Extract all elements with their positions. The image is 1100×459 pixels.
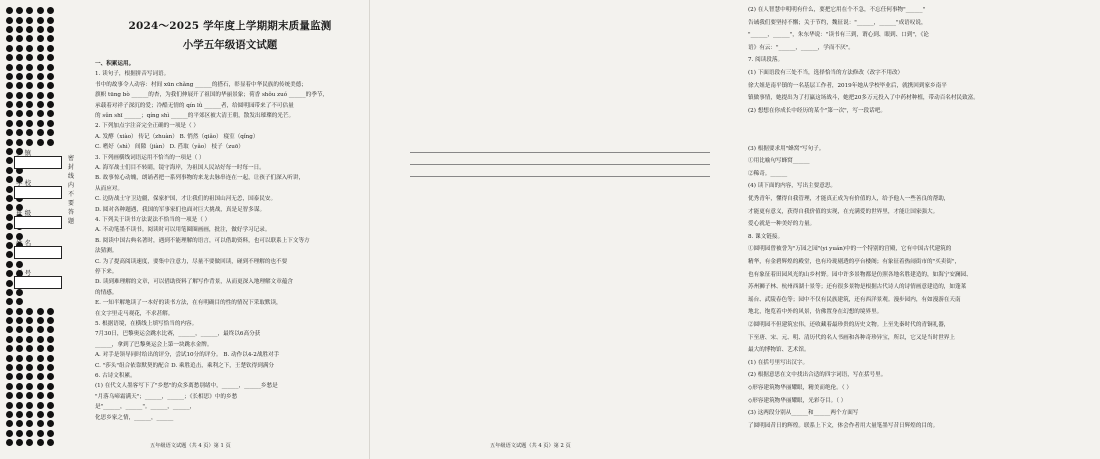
binding-dot bbox=[47, 411, 54, 418]
text-line: 告诫我们要坚持不懈；关于节约，魏征说："______，______"成语叹说， bbox=[748, 19, 927, 26]
binding-dot bbox=[6, 129, 13, 136]
binding-dot bbox=[26, 355, 33, 362]
binding-dot bbox=[16, 420, 23, 427]
binding-dot bbox=[26, 73, 33, 80]
binding-dot bbox=[37, 139, 44, 146]
binding-dot bbox=[6, 392, 13, 399]
binding-dot bbox=[6, 120, 13, 127]
binding-dot bbox=[6, 430, 13, 437]
text-line: 优秀青年，懂得自我管理，才能真正成为有价值的人，给予他人一些善良的帮助， bbox=[748, 196, 950, 202]
binding-dot bbox=[37, 7, 44, 14]
text-line: 3. 下列画横线词语运用不恰当的一项是（ ） bbox=[95, 154, 205, 161]
binding-dot bbox=[16, 336, 23, 343]
binding-dot bbox=[37, 420, 44, 427]
text-line: A. 对手是领导同时给出的评分，尝试10分的评分。 B. 动作以4-2战胜对手 bbox=[95, 352, 280, 359]
text-line: 法猜测。 bbox=[95, 248, 118, 255]
binding-dot bbox=[47, 430, 54, 437]
exam-number-box[interactable] bbox=[14, 276, 62, 289]
binding-dot bbox=[16, 35, 23, 42]
binding-dot bbox=[37, 54, 44, 61]
text-line: 精华，有金碧辉煌的殿堂，也有玲珑剔透的亭台楼阁；有象征着热闹街市的"买卖街"， bbox=[748, 259, 961, 265]
binding-dot bbox=[47, 355, 54, 362]
binding-dot bbox=[37, 355, 44, 362]
binding-dot bbox=[6, 317, 13, 324]
binding-dot bbox=[26, 26, 33, 33]
binding-dot bbox=[37, 82, 44, 89]
binding-dot bbox=[47, 82, 54, 89]
binding-dot bbox=[6, 92, 13, 99]
text-line: (3) 根据要求用"蜂窝"写句子。 bbox=[748, 145, 825, 152]
text-line: 在文字里走马观花，不求甚解。 bbox=[95, 310, 174, 317]
binding-dot bbox=[47, 26, 54, 33]
township-box[interactable] bbox=[14, 156, 62, 169]
binding-dot bbox=[26, 129, 33, 136]
left-page-footer: 五年级语文试题（共 4 页）第 1 页 bbox=[150, 443, 231, 449]
binding-dot bbox=[47, 345, 54, 352]
answer-line[interactable] bbox=[410, 164, 710, 165]
text-line: B. 故事惊心动魄，朗诵者把一系列事物的来龙去脉串连在一起，让孩子们深入听讲， bbox=[95, 175, 305, 182]
binding-dot bbox=[6, 270, 13, 277]
binding-dot bbox=[16, 7, 23, 14]
text-line: 书中的故事令人动容：村间 xūn chǎng ______的搭石，彰显着中华民族的传统美德； bbox=[95, 81, 307, 88]
text-line: A. 海军战士们目不转睛，镜守海岸，为祖国人民站好每一时每一日。 bbox=[95, 165, 265, 171]
binding-dot bbox=[26, 317, 33, 324]
text-line: E. 一知半解地读了一本好的读书方法，在有明确目的性的情况下采取默读， bbox=[95, 300, 282, 307]
binding-dot bbox=[6, 26, 13, 33]
text-line: 徐大姐是南平镇的一名基层工作者，2019年她从学校毕业后，就携回到家乡南平 bbox=[748, 82, 947, 89]
text-line: 也有象征着田园风光的山乡村野。园中许多景物都是仿照各地名胜建造的，如海宁安澜园、 bbox=[748, 271, 972, 278]
binding-dot bbox=[37, 120, 44, 127]
binding-dot bbox=[16, 383, 23, 390]
text-line: (1) 下面语段有三处不当，选择恰当的方法修改（改字不用改） bbox=[748, 70, 904, 76]
text-line: 的情感。 bbox=[95, 289, 118, 296]
binding-dot bbox=[6, 261, 13, 268]
exam-number-label: 考 号 bbox=[16, 269, 32, 277]
binding-dot bbox=[6, 204, 13, 211]
text-line: 7月30日，巴黎奥运会跳水比赛，______，______，最终以6高分获 bbox=[95, 331, 261, 338]
binding-dot bbox=[37, 345, 44, 352]
binding-dot bbox=[6, 223, 13, 230]
class-box[interactable] bbox=[14, 216, 62, 229]
text-line: ②稀奇。______ bbox=[748, 170, 788, 177]
left-page bbox=[0, 0, 369, 459]
binding-dot bbox=[6, 148, 13, 155]
exam-subtitle: 小学五年级语文试题 bbox=[182, 39, 278, 51]
binding-dot bbox=[37, 26, 44, 33]
binding-dot bbox=[26, 7, 33, 14]
binding-dot bbox=[47, 73, 54, 80]
binding-dot bbox=[16, 92, 23, 99]
binding-dot bbox=[26, 54, 33, 61]
binding-dot bbox=[47, 64, 54, 71]
exam-title: 2024～2025 学年度上学期期末质量监测 bbox=[128, 20, 332, 32]
binding-dot bbox=[26, 120, 33, 127]
text-line: 停下来。 bbox=[95, 269, 118, 275]
text-line: A. 发酵（xiào） 传记（zhuàn） B. 悄然（qiǎo） 寝室（qǐng） bbox=[95, 133, 259, 140]
binding-dot bbox=[26, 110, 33, 117]
answer-line[interactable] bbox=[410, 152, 710, 153]
binding-dot bbox=[26, 139, 33, 146]
binding-dot bbox=[47, 129, 54, 136]
binding-dot bbox=[6, 176, 13, 183]
binding-dot bbox=[6, 233, 13, 240]
binding-dot bbox=[6, 402, 13, 409]
binding-dot bbox=[26, 439, 33, 446]
binding-dot bbox=[16, 392, 23, 399]
binding-dot bbox=[37, 45, 44, 52]
binding-dot bbox=[26, 336, 33, 343]
binding-dot bbox=[37, 64, 44, 71]
text-line: 一、积累运用。 bbox=[95, 61, 135, 67]
binding-dot bbox=[37, 439, 44, 446]
binding-dot bbox=[47, 383, 54, 390]
binding-dot bbox=[6, 411, 13, 418]
text-line: C. 为了提高阅读速度，要集中注意力，尽量不要做回读，碰到不理解的也不要 bbox=[95, 258, 288, 265]
binding-dot bbox=[6, 298, 13, 305]
text-line: 5. 根据语境，在横线上填写恰当的内容。 bbox=[95, 321, 198, 327]
binding-dot bbox=[16, 439, 23, 446]
binding-dot bbox=[37, 92, 44, 99]
binding-dot bbox=[16, 355, 23, 362]
binding-dot bbox=[47, 317, 54, 324]
text-line: 最大的博物馆、艺术馆。 bbox=[748, 347, 810, 354]
binding-dot bbox=[37, 101, 44, 108]
school-label: 学 校 bbox=[16, 179, 32, 187]
text-line: 爱心就是一种美好的力量。 bbox=[748, 221, 816, 228]
binding-dot bbox=[26, 101, 33, 108]
binding-dot bbox=[6, 355, 13, 362]
binding-dot bbox=[37, 110, 44, 117]
binding-dot bbox=[26, 364, 33, 371]
binding-dot bbox=[16, 345, 23, 352]
binding-dot bbox=[6, 373, 13, 380]
binding-dot bbox=[37, 73, 44, 80]
binding-dot bbox=[37, 17, 44, 24]
text-line: D. 圆对各种题遇，我国的军事家们也面对巨大挑战，真是足智多谋。 bbox=[95, 206, 266, 213]
binding-dot bbox=[16, 45, 23, 52]
binding-dot bbox=[26, 308, 33, 315]
binding-dot bbox=[16, 17, 23, 24]
student-info-panel bbox=[14, 148, 94, 298]
binding-dot bbox=[47, 373, 54, 380]
binding-dot bbox=[47, 308, 54, 315]
binding-dot bbox=[37, 411, 44, 418]
binding-dot bbox=[47, 139, 54, 146]
binding-dot bbox=[16, 317, 23, 324]
binding-dot bbox=[16, 139, 23, 146]
binding-dot bbox=[6, 439, 13, 446]
binding-dot bbox=[26, 420, 33, 427]
binding-dot bbox=[16, 308, 23, 315]
text-line: (4) 读下面的内容，写出主要意思。 bbox=[748, 183, 837, 190]
text-line: 旗帜 tūng bò ______的杏，为我们伸展开了祖国的华丽景象；荷香 shǒu zuó ______的季节， bbox=[95, 92, 329, 99]
text-line: ◇形容建筑物华丽耀眼，光彩夺目。（ ） bbox=[748, 397, 847, 404]
text-line: 苏州狮子林、杭州西湖十景等；还有很多景物是根据古代诗人的诗情画意建造的，如蓬莱 bbox=[748, 284, 967, 291]
binding-dot bbox=[16, 411, 23, 418]
binding-dot bbox=[16, 64, 23, 71]
binding-dot bbox=[47, 120, 54, 127]
binding-dot bbox=[47, 17, 54, 24]
text-line: B. 阅读中国古典名著时，遇到不能理解的语言，可以借助资料，也可以联系上下文等方 bbox=[95, 237, 310, 244]
binding-dot bbox=[37, 35, 44, 42]
binding-dot bbox=[6, 167, 13, 174]
school-box[interactable] bbox=[14, 186, 62, 199]
text-line: (3) 这两段分别从______和______两个方面写 bbox=[748, 410, 859, 417]
binding-dot bbox=[6, 17, 13, 24]
binding-dot bbox=[26, 411, 33, 418]
text-line: ①用比喻句写蜂窝______ bbox=[748, 158, 810, 165]
text-line: 是"______，______"。______，______， bbox=[95, 404, 196, 411]
binding-dot bbox=[6, 82, 13, 89]
text-line: 下至唐、宋、元、明、清历代的名人书画和各种奇珍异宝，所以，它又是当时世界上 bbox=[748, 334, 955, 341]
binding-dot bbox=[16, 373, 23, 380]
binding-dot bbox=[26, 383, 33, 390]
text-line: "月落乌啼霜满天"；______，______；《长相思》中的乡愁 bbox=[95, 393, 238, 400]
text-line: 2. 下列加点字注音完全正确的一项是（ ） bbox=[95, 123, 199, 130]
text-line: 从而应对。 bbox=[95, 185, 123, 192]
binding-dot bbox=[6, 35, 13, 42]
binding-dot bbox=[16, 73, 23, 80]
name-box[interactable] bbox=[14, 246, 62, 259]
binding-dot bbox=[47, 392, 54, 399]
text-line: 语》有云："______，______，学而不厌"。 bbox=[748, 44, 854, 51]
binding-dot bbox=[37, 383, 44, 390]
text-line: C. "莎头"组合依靠默契的配合 D. 乘胜追击，乘利之下，王楚钦得到满分 bbox=[95, 362, 275, 369]
binding-dot bbox=[6, 157, 13, 164]
text-line: (2) 想想在你成长中经历的某个"第一次"，写一段话吧。 bbox=[748, 107, 886, 114]
text-line: "______，______"，朱东华说："读书有三到，谓心到、眼到、口到"，《论 bbox=[748, 32, 929, 39]
name-label: 姓 名 bbox=[16, 239, 32, 247]
township-label: 乡 镇 bbox=[16, 149, 32, 157]
text-line: C. 边防战士守卫边疆，保家护国，才让我们的祖国山河无恙，国泰民安。 bbox=[95, 196, 277, 203]
text-line: ①圆明园曾被誉为"万园之园"(yi yuán)中的一个特别的宫殿，它有中国古代建筑的 bbox=[748, 246, 952, 253]
text-line: ②圆明园不但建筑宏伟，还收藏着最珍贵的历史文物。上至先秦时代的青铜礼器， bbox=[748, 322, 950, 328]
binding-dot bbox=[6, 73, 13, 80]
text-line: 6. 古诗文积累。 bbox=[95, 373, 136, 379]
binding-dot bbox=[26, 373, 33, 380]
text-line: 8. 课文链接。 bbox=[748, 233, 784, 240]
binding-dot bbox=[6, 345, 13, 352]
binding-dot bbox=[47, 7, 54, 14]
binding-dot bbox=[47, 45, 54, 52]
binding-dot bbox=[6, 308, 13, 315]
binding-dot bbox=[16, 101, 23, 108]
text-line: D. 读到难理解的文章，可以借助资料了解写作背景，从而更深入地理解文章蕴含 bbox=[95, 279, 294, 286]
binding-dot bbox=[37, 430, 44, 437]
text-line: 了圆明园昔日的辉煌。联系上下文，体会作者用大量笔墨写昔日辉煌的目的。 bbox=[748, 422, 939, 429]
binding-dot bbox=[16, 110, 23, 117]
text-line: 1. 读句子，根据拼音写词语。 bbox=[95, 71, 170, 78]
binding-dot bbox=[26, 392, 33, 399]
binding-dot bbox=[6, 326, 13, 333]
binding-dot bbox=[6, 139, 13, 146]
binding-dot bbox=[6, 214, 13, 221]
binding-dot bbox=[26, 35, 33, 42]
binding-dot bbox=[47, 101, 54, 108]
binding-dot bbox=[16, 402, 23, 409]
binding-dot bbox=[6, 186, 13, 193]
binding-dot bbox=[16, 364, 23, 371]
binding-dot bbox=[16, 26, 23, 33]
text-line: ◇形容建筑物华丽耀眼，精美而绝伦。（ ） bbox=[748, 385, 852, 391]
text-line: A. 不动笔墨不读书。阅读时可以用笔圈圈画画，批注，做好学习记录。 bbox=[95, 227, 271, 234]
binding-dot bbox=[6, 195, 13, 202]
binding-dot bbox=[16, 54, 23, 61]
seal-line-notice: 密 封 线 内 不 要 答 题 bbox=[68, 155, 75, 225]
binding-dot bbox=[6, 280, 13, 287]
text-line: 镇做事情，她提出为了打赢这场战斗，她把20多万元投入了中药材种植，带动百名村民致富。 bbox=[748, 95, 979, 102]
text-line: (2) 在人智慧中明明有什么，要把它用在个不急，不忘任何事物"______" bbox=[748, 7, 926, 13]
text-line: 化思乡家之情，______，______ bbox=[95, 414, 174, 421]
text-line: 4. 下列关于读书方法说法不恰当的一项是（ ） bbox=[95, 217, 211, 223]
binding-dot bbox=[6, 251, 13, 258]
binding-dot bbox=[47, 298, 54, 305]
binding-dot bbox=[6, 383, 13, 390]
binding-dot bbox=[47, 364, 54, 371]
binding-dot bbox=[6, 336, 13, 343]
binding-dot bbox=[6, 242, 13, 249]
binding-dot bbox=[47, 439, 54, 446]
binding-dot bbox=[26, 298, 33, 305]
binding-dot bbox=[16, 430, 23, 437]
binding-dot bbox=[26, 345, 33, 352]
binding-dot bbox=[37, 317, 44, 324]
binding-dot bbox=[37, 129, 44, 136]
text-line: 承载着对祥子深沉的爱；冷酷无情的 qín lǜ ______者，给圆明园带来了不可估量 bbox=[95, 102, 294, 109]
binding-dot bbox=[6, 45, 13, 52]
binding-dot bbox=[37, 336, 44, 343]
binding-dot bbox=[47, 110, 54, 117]
binding-dot bbox=[47, 35, 54, 42]
binding-dot bbox=[26, 430, 33, 437]
text-line: (2) 根据意思在文中找出合适的四字词语，写在括号里。 bbox=[748, 372, 887, 379]
binding-dot bbox=[16, 82, 23, 89]
binding-dot bbox=[26, 402, 33, 409]
binding-dot bbox=[26, 64, 33, 71]
class-label: 班 级 bbox=[16, 209, 32, 217]
text-line: 7. 阅读段落。 bbox=[748, 57, 784, 64]
right-page-footer: 五年级语文试题（共 4 页）第 2 页 bbox=[490, 443, 571, 449]
text-line: C. 嗜好（shì） 间隙（jiàn） D. 舀取（yǎo） 枝子（zuō） bbox=[95, 144, 244, 151]
binding-dot bbox=[16, 298, 23, 305]
text-line: 地北，饱览着中外的风景，仿佛置身在幻想的境界里。 bbox=[748, 309, 883, 316]
right-page bbox=[369, 0, 979, 459]
binding-dot bbox=[47, 54, 54, 61]
binding-dot bbox=[37, 392, 44, 399]
binding-dot bbox=[16, 120, 23, 127]
binding-dot bbox=[26, 326, 33, 333]
binding-dot bbox=[6, 110, 13, 117]
binding-dot bbox=[37, 308, 44, 315]
binding-dot bbox=[16, 326, 23, 333]
binding-dot bbox=[37, 298, 44, 305]
binding-dot bbox=[47, 420, 54, 427]
text-line: 才能更有意义，获得自我价值的实现，在充满爱的世界里，才能让国家强大。 bbox=[748, 208, 939, 215]
binding-dot bbox=[16, 129, 23, 136]
text-line: (1) 在括号里写出汉字。 bbox=[748, 359, 809, 366]
binding-dot bbox=[6, 101, 13, 108]
text-line: (1) 在代文人墨客写下了"乡愁"的众多离愁别绪中，______，______乡愁是 bbox=[95, 383, 278, 390]
binding-dot bbox=[26, 17, 33, 24]
binding-dot bbox=[37, 364, 44, 371]
binding-dot bbox=[6, 420, 13, 427]
binding-dot bbox=[26, 82, 33, 89]
binding-dot bbox=[37, 326, 44, 333]
binding-dot bbox=[6, 7, 13, 14]
binding-dot bbox=[6, 54, 13, 61]
text-line: ______，拿到了巴黎奥运会上第一块跳水金牌。 bbox=[95, 341, 213, 348]
binding-dot bbox=[47, 92, 54, 99]
binding-dot bbox=[6, 289, 13, 296]
text-line: 瑶台、武陵春色等；园中不仅有民族建筑，还有西洋景观。漫步园内，有如漫游在天南 bbox=[748, 296, 961, 303]
binding-dot bbox=[47, 326, 54, 333]
binding-dot bbox=[37, 402, 44, 409]
text-line: 的 sǔn shī ______；qíng shì ______的平郊区被大清王朝，散发出璀璨的光芒。 bbox=[95, 113, 295, 119]
answer-line[interactable] bbox=[410, 176, 710, 177]
binding-dot bbox=[26, 92, 33, 99]
binding-dot bbox=[47, 402, 54, 409]
binding-dot bbox=[6, 364, 13, 371]
binding-dot bbox=[37, 373, 44, 380]
binding-dot bbox=[6, 64, 13, 71]
binding-dot bbox=[26, 45, 33, 52]
binding-dot bbox=[47, 336, 54, 343]
